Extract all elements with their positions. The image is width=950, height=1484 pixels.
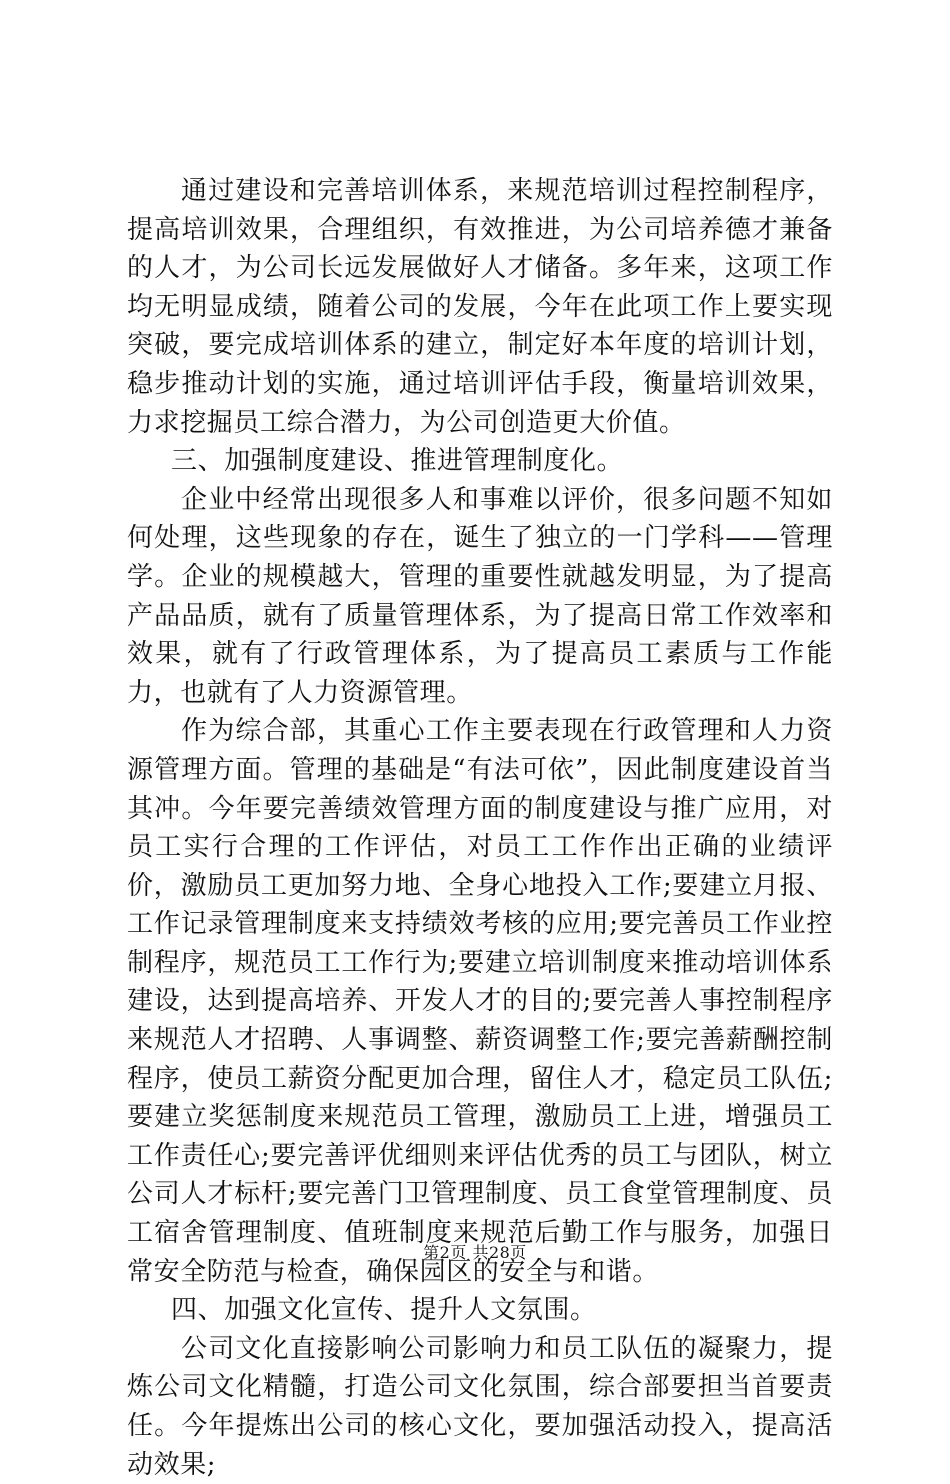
section-heading-4: 四、加强文化宣传、提升人文氛围。 xyxy=(171,1295,597,1326)
paragraph-company-culture: 公司文化直接影响公司影响力和员工队伍的凝聚力，提炼公司文化精髓，打造公司文化氛围，综合部要担当首要责任。今年提炼出公司的核心文化，要加强活动投入，提高活动效果; xyxy=(127,1333,833,1480)
paragraph-training-system: 通过建设和完善培训体系，来规范培训过程控制程序，提高培训效果，合理组织，有效推进，为公司培养德才兼备的人才，为公司长远发展做好人才储备。多年来，这项工作均无明显成绩，随着公司的发展，今年在此项工作上要实现突破，要完成培训体系的建立，制定好本年度的培训计划，稳步推动计划的实施，通过培训评估手段，衡量培训效果，力求挖掘员工综合潜力，为公司创造更大价值。 xyxy=(127,176,833,438)
section-heading-3: 三、加强制度建设、推进管理制度化。 xyxy=(171,446,624,477)
paragraph-system-construction: 作为综合部，其重心工作主要表现在行政管理和人力资源管理方面。管理的基础是“有法可依”，因此制度建设首当其冲。今年要完善绩效管理方面的制度建设与推广应用，对员工实行合理的工作评估，对员工工作作出正确的业绩评价，激励员工更加努力地、全身心地投入工作;要建立月报、工作记录管理制度来支持绩效考核的应用;要完善员工作业控制程序，规范员工工作行为;要建立培训制度来推动培训体系建设，达到提高培养、开发人才的目的;要完善人事控制程序来规范人才招聘、人事调整、薪资调整工作;要完善薪酬控制程序，使员工薪资分配更加合理，留住人才，稳定员工队伍;要建立奖惩制度来规范员工管理，激励员工上进，增强员工工作责任心;要完善评优细则来评估优秀的员工与团队，树立公司人才标杆;要完善门卫管理制度、员工食堂管理制度、员工宿舍管理制度、值班制度来规范后勤工作与服务，加强日常安全防范与检查，确保园区的安全与和谐。 xyxy=(127,716,833,1287)
paragraph-management-science: 企业中经常出现很多人和事难以评价，很多问题不知如何处理，这些现象的存在，诞生了独立的一门学科——管理学。企业的规模越大，管理的重要性就越发明显，为了提高产品品质，就有了质量管理体系，为了提高日常工作效率和效果，就有了行政管理体系，为了提高员工素质与工作能力，也就有了人力资源管理。 xyxy=(127,484,833,708)
document-body xyxy=(127,172,833,1484)
page-number-footer: 第2页 共28页 xyxy=(423,1243,527,1262)
